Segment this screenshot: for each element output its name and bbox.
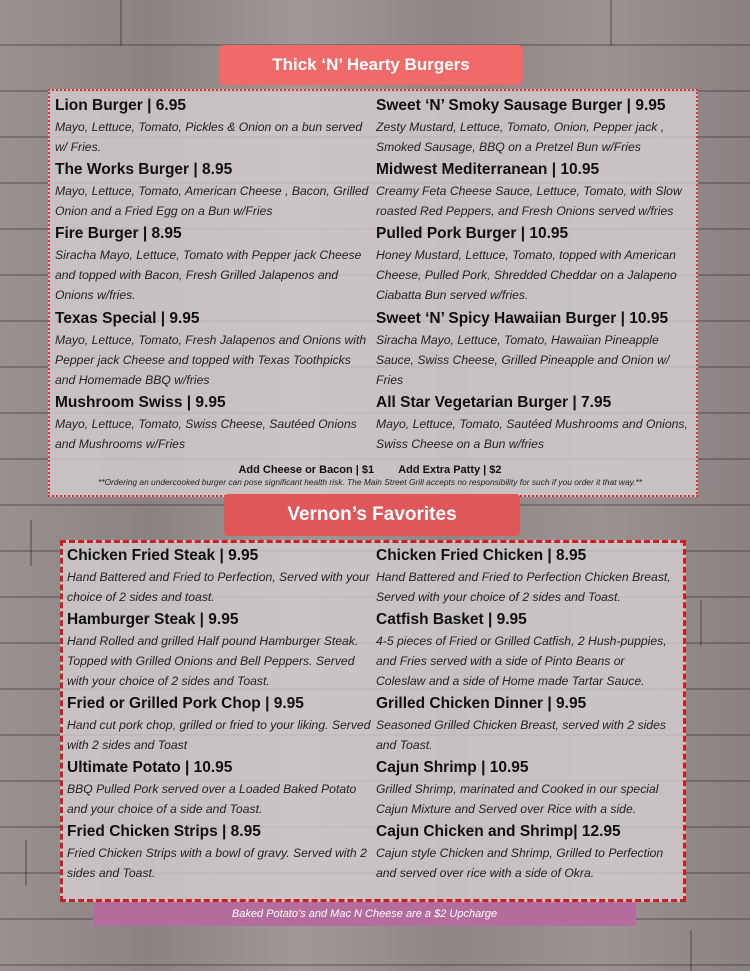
item-title: Fried or Grilled Pork Chop | 9.95 (67, 695, 304, 712)
item-description: Fried Chicken Strips with a bowl of gravy. Served with 2 sides and Toast. (67, 846, 367, 880)
item-title: Lion Burger | 6.95 (55, 97, 186, 114)
item-title: Chicken Fried Steak | 9.95 (67, 547, 259, 564)
item-title: Hamburger Steak | 9.95 (67, 611, 239, 628)
item-title: Texas Special | 9.95 (55, 310, 200, 327)
menu-item-pork-chop (67, 694, 372, 755)
menu-item-chicken-fried-chicken (376, 546, 676, 607)
item-description: Siracha Mayo, Lettuce, Tomato with Pepper jack Cheese and topped with Bacon, Fresh Grilled Jalapenos and Onions w/fries. (55, 248, 362, 302)
item-description: Honey Mustard, Lettuce, Tomato, topped with American Cheese, Pulled Pork, Shredded Cheddar on a Jalapeno Ciabatta Bun served w/fries. (376, 248, 677, 302)
menu-item-fire-burger (55, 224, 369, 305)
item-description: Hand Battered and Fried to Perfection, Served with your choice of 2 sides and toast. (67, 570, 370, 604)
item-title: Ultimate Potato | 10.95 (67, 759, 233, 776)
item-description: Creamy Feta Cheese Sauce, Lettuce, Tomato, with Slow roasted Red Peppers, and Fresh Onions served w/fries (376, 184, 682, 218)
item-description: Zesty Mustard, Lettuce, Tomato, Onion, Pepper jack , Smoked Sausage, BBQ on a Pretzel Bun w/Fries (376, 120, 665, 154)
item-description: Mayo, Lettuce, Tomato, Pickles & Onion on a bun served w/ Fries. (55, 120, 363, 154)
menu-item-pulled-pork-burger (376, 224, 690, 305)
burgers-section-title: Thick ‘N’ Hearty Burgers (219, 45, 523, 85)
item-description: Grilled Shrimp, marinated and Cooked in our special Cajun Mixture and Served over Rice with a side. (376, 782, 659, 816)
menu-item-lion-burger (55, 96, 369, 157)
wood-seam (25, 840, 27, 886)
item-title: The Works Burger | 8.95 (55, 161, 233, 178)
menu-item-cajun-chicken-shrimp (376, 822, 676, 883)
item-title: Cajun Chicken and Shrimp| 12.95 (376, 823, 621, 840)
wood-seam (120, 0, 122, 46)
item-description: Mayo, Lettuce, Tomato, Sautéed Mushrooms and Onions, Swiss Cheese on a Bun w/fries (376, 417, 688, 451)
favorites-section-title: Vernon’s Favorites (224, 494, 520, 536)
health-disclaimer: **Ordering an undercooked burger can pose significant health risk. The Main Street Grill accepts no responsibility for such if you order it that way.** (97, 477, 643, 487)
item-title: Sweet ‘N’ Spicy Hawaiian Burger | 10.95 (376, 310, 669, 327)
item-description: Mayo, Lettuce, Tomato, Swiss Cheese, Sautéed Onions and Mushrooms w/Fries (55, 417, 357, 451)
menu-item-ultimate-potato (67, 758, 372, 819)
item-title: Fire Burger | 8.95 (55, 225, 182, 242)
item-description: 4-5 pieces of Fried or Grilled Catfish, 2 Hush-puppies, and Fries served with a side of Pinto Beans or Coleslaw and a side of Home made Tartar Sauce. (376, 634, 667, 688)
wood-seam (30, 520, 32, 566)
menu-item-mushroom-swiss (55, 393, 369, 454)
item-title: Midwest Mediterranean | 10.95 (376, 161, 600, 178)
item-title: Grilled Chicken Dinner | 9.95 (376, 695, 587, 712)
menu-item-works-burger (55, 160, 369, 221)
menu-item-hamburger-steak (67, 610, 372, 691)
wood-seam (690, 930, 692, 971)
item-title: Cajun Shrimp | 10.95 (376, 759, 529, 776)
burger-addons: Add Cheese or Bacon | $1 Add Extra Patty | $2 (238, 464, 502, 476)
menu-item-hawaiian-burger (376, 309, 690, 390)
item-description: Cajun style Chicken and Shrimp, Grilled to Perfection and served over rice with a side of Okra. (376, 846, 664, 880)
menu-item-vegetarian-burger (376, 393, 690, 454)
item-description: Hand cut pork chop, grilled or fried to your liking. Served with 2 sides and Toast (67, 718, 371, 752)
item-description: Hand Rolled and grilled Half pound Hamburger Steak. Topped with Grilled Onions and Bell Peppers. Served with your choice of 2 sides and Toast. (67, 634, 359, 688)
menu-item-midwest-mediterranean (376, 160, 690, 221)
item-title: Fried Chicken Strips | 8.95 (67, 823, 261, 840)
menu-item-cajun-shrimp (376, 758, 676, 819)
item-description: Seasoned Grilled Chicken Breast, served with 2 sides and Toast. (376, 718, 666, 752)
item-title: Sweet ‘N’ Smoky Sausage Burger | 9.95 (376, 97, 666, 114)
menu-item-texas-special (55, 309, 369, 390)
menu-item-chicken-strips (67, 822, 372, 883)
item-title: Catfish Basket | 9.95 (376, 611, 527, 628)
upcharge-note: Baked Potato’s and Mac N Cheese are a $2 Upcharge (93, 902, 636, 926)
menu-item-sausage-burger (376, 96, 690, 157)
item-description: BBQ Pulled Pork served over a Loaded Baked Potato and your choice of a side and Toast. (67, 782, 357, 816)
item-title: All Star Vegetarian Burger | 7.95 (376, 394, 612, 411)
item-title: Mushroom Swiss | 9.95 (55, 394, 226, 411)
wood-seam (700, 600, 702, 646)
item-description: Mayo, Lettuce, Tomato, American Cheese , Bacon, Grilled Onion and a Fried Egg on a Bun w/Fries (55, 184, 369, 218)
item-description: Siracha Mayo, Lettuce, Tomato, Hawaiian Pineapple Sauce, Swiss Cheese, Grilled Pineapple and Onion w/ Fries (376, 333, 670, 387)
menu-item-grilled-chicken-dinner (376, 694, 676, 755)
menu-item-chicken-fried-steak (67, 546, 372, 607)
menu-item-catfish-basket (376, 610, 676, 691)
item-description: Mayo, Lettuce, Tomato, Fresh Jalapenos and Onions with Pepper jack Cheese and topped with Texas Toothpicks and Homemade BBQ w/fries (55, 333, 367, 387)
item-title: Chicken Fried Chicken | 8.95 (376, 547, 587, 564)
item-title: Pulled Pork Burger | 10.95 (376, 225, 569, 242)
wood-seam (610, 0, 612, 46)
item-description: Hand Battered and Fried to Perfection Chicken Breast, Served with your choice of 2 sides and Toast. (376, 570, 671, 604)
